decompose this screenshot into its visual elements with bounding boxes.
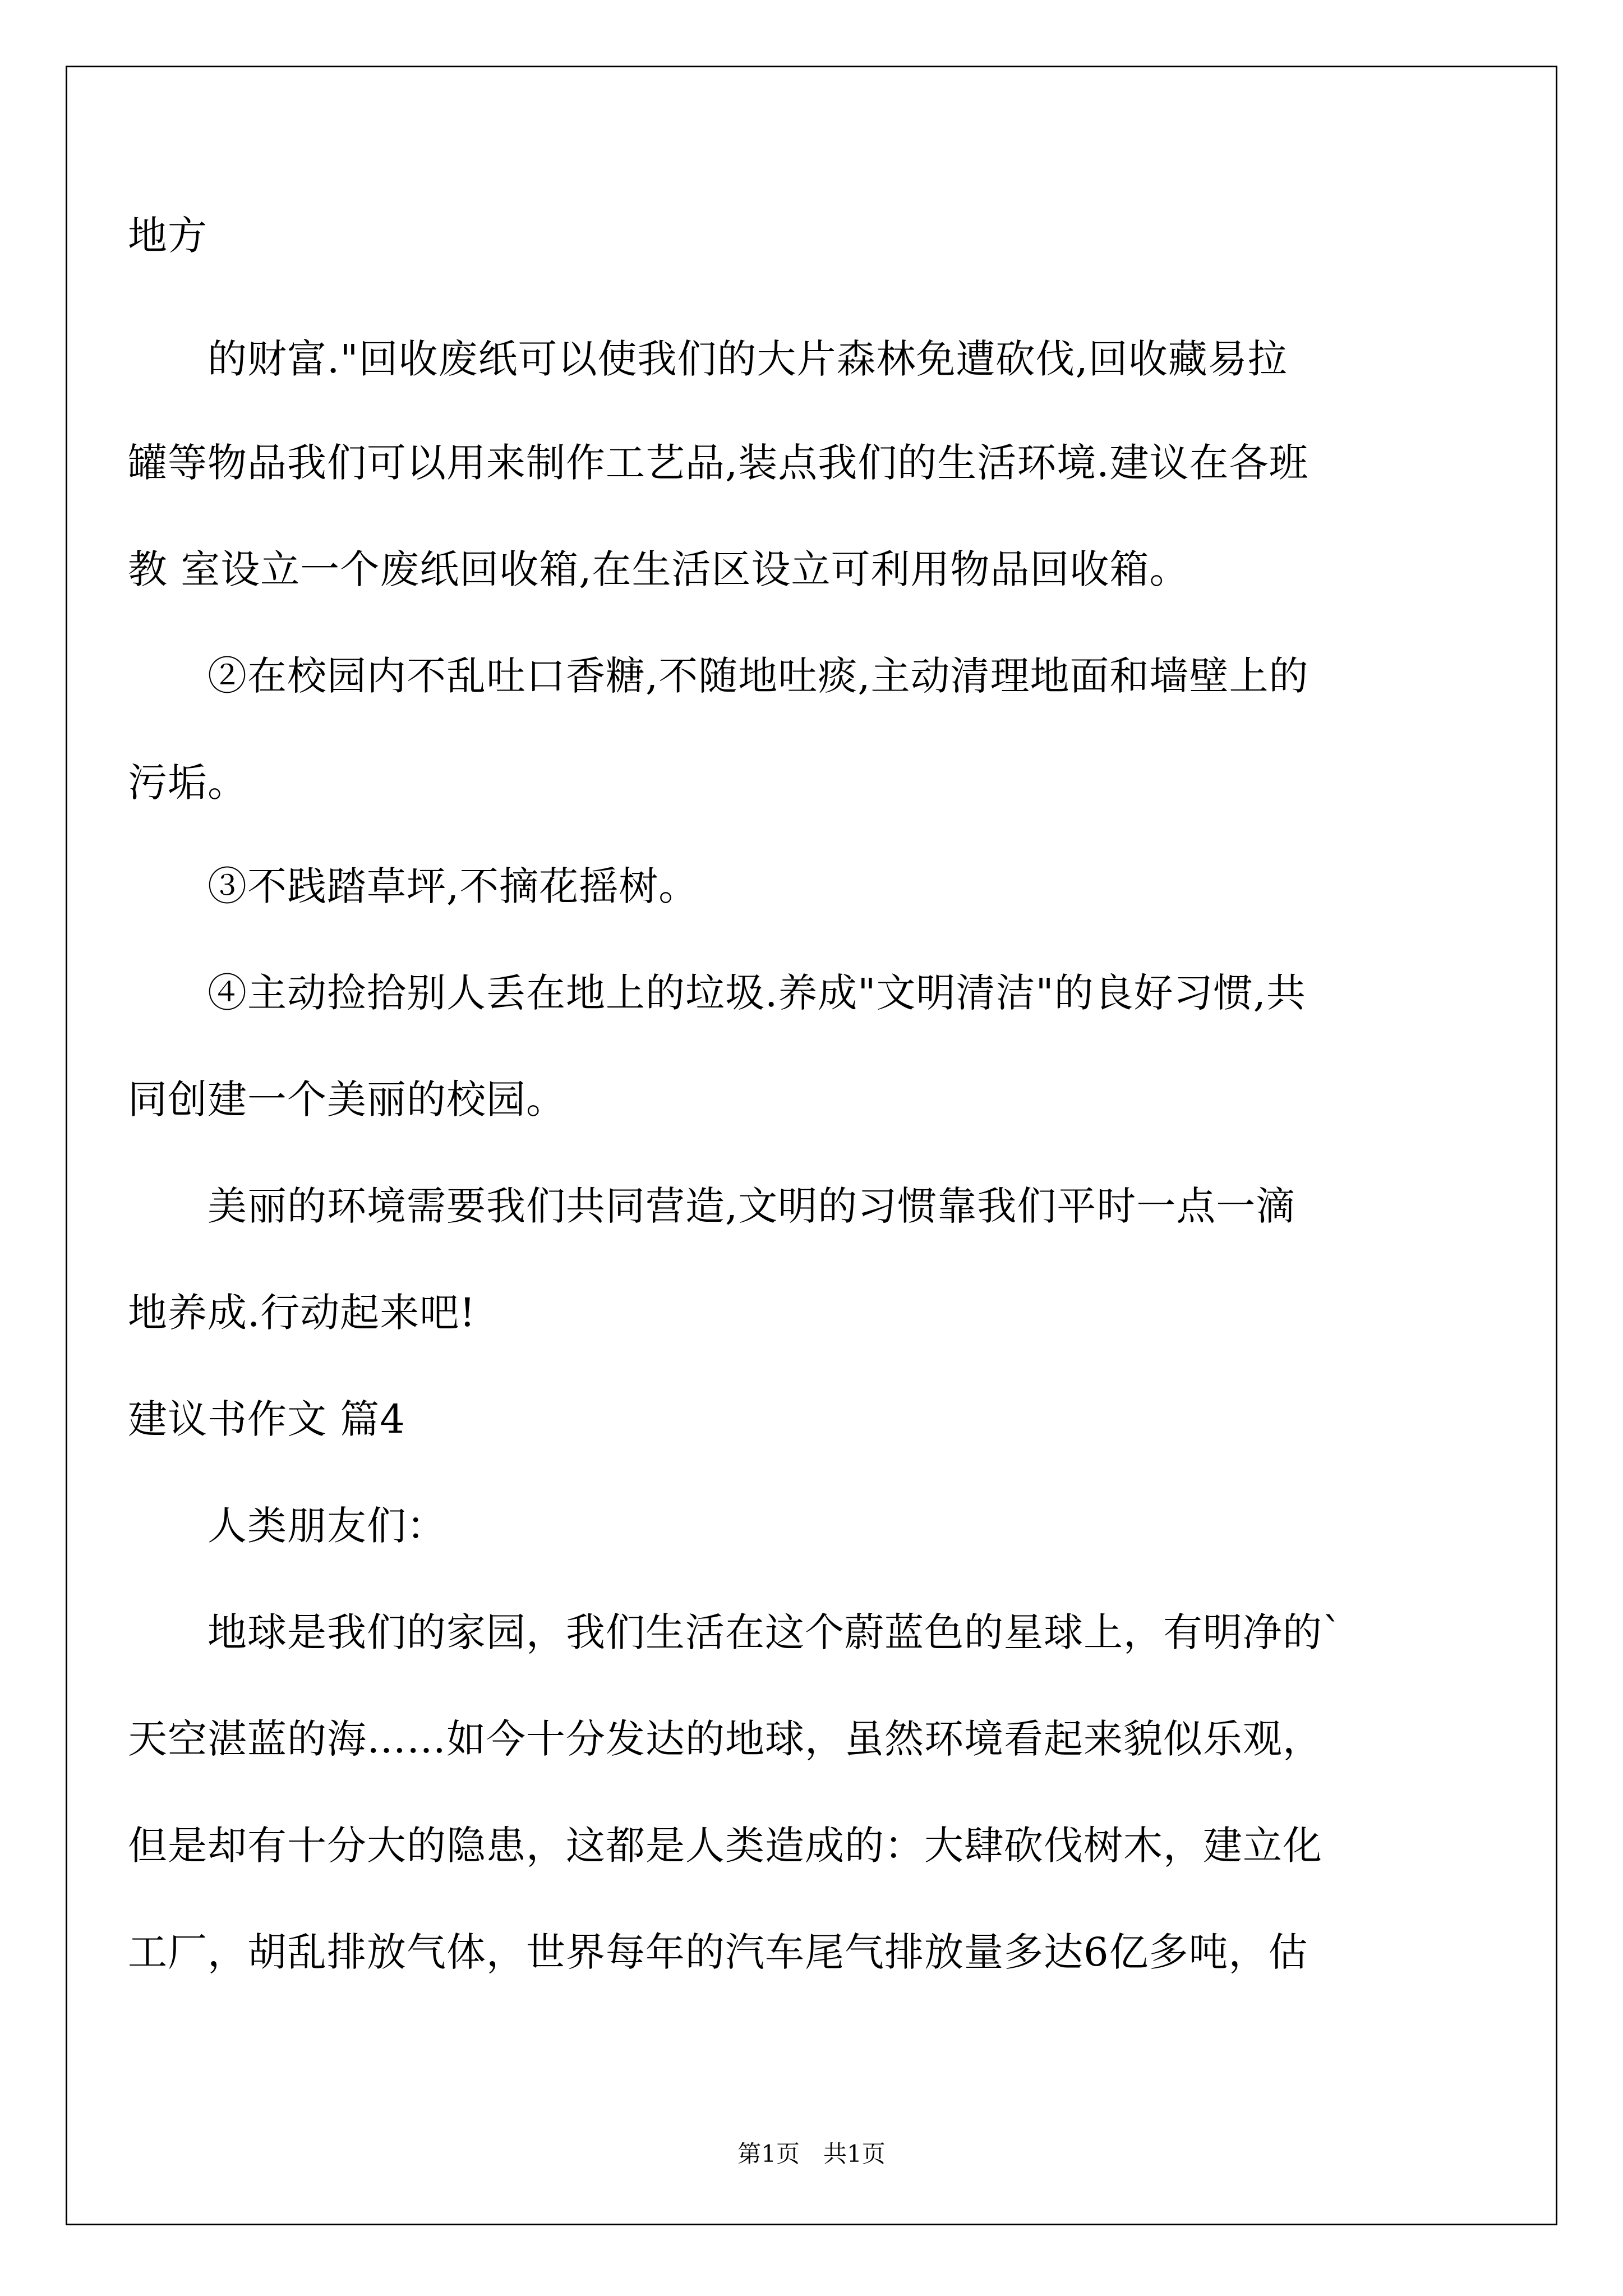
text-line: 的财富."回收废纸可以使我们的大片森林免遭砍伐,回收藏易拉 <box>128 336 1288 382</box>
text-line: 同创建一个美丽的校园。 <box>128 1076 566 1122</box>
text-line: 天空湛蓝的海……如今十分发达的地球，虽然环境看起来貌似乐观， <box>128 1716 1322 1762</box>
page-footer: 第1页 共1页 <box>737 2140 886 2168</box>
text-line: ②在校园内不乱吐口香糖,不随地吐痰,主动清理地面和墙壁上的 <box>128 653 1309 699</box>
text-line: 地养成.行动起来吧! <box>128 1290 476 1336</box>
text-line: 地方 <box>128 213 208 259</box>
text-line: 罐等物品我们可以用来制作工艺品,装点我们的生活环境.建议在各班 <box>128 440 1309 486</box>
text-line: ④主动捡拾别人丢在地上的垃圾.养成"文明清洁"的良好习惯,共 <box>128 970 1306 1016</box>
text-line: 但是却有十分大的隐患，这都是人类造成的：大肆砍伐树木，建立化 <box>128 1823 1322 1869</box>
text-line: ③不践踏草坪,不摘花摇树。 <box>128 863 699 909</box>
section-heading: 建议书作文 篇4 <box>128 1396 405 1442</box>
text-line: 地球是我们的家园，我们生活在这个蔚蓝色的星球上，有明净的` <box>128 1609 1343 1655</box>
text-line: 污垢。 <box>128 760 247 806</box>
text-line: 人类朋友们： <box>128 1503 446 1549</box>
text-line: 教 室设立一个废纸回收箱,在生活区设立可利用物品回收箱。 <box>128 546 1189 592</box>
text-line: 工厂，胡乱排放气体，世界每年的汽车尾气排放量多达6亿多吨，估 <box>128 1929 1308 1975</box>
document-body <box>128 0 1435 2296</box>
text-line: 美丽的环境需要我们共同营造,文明的习惯靠我们平时一点一滴 <box>128 1183 1296 1229</box>
